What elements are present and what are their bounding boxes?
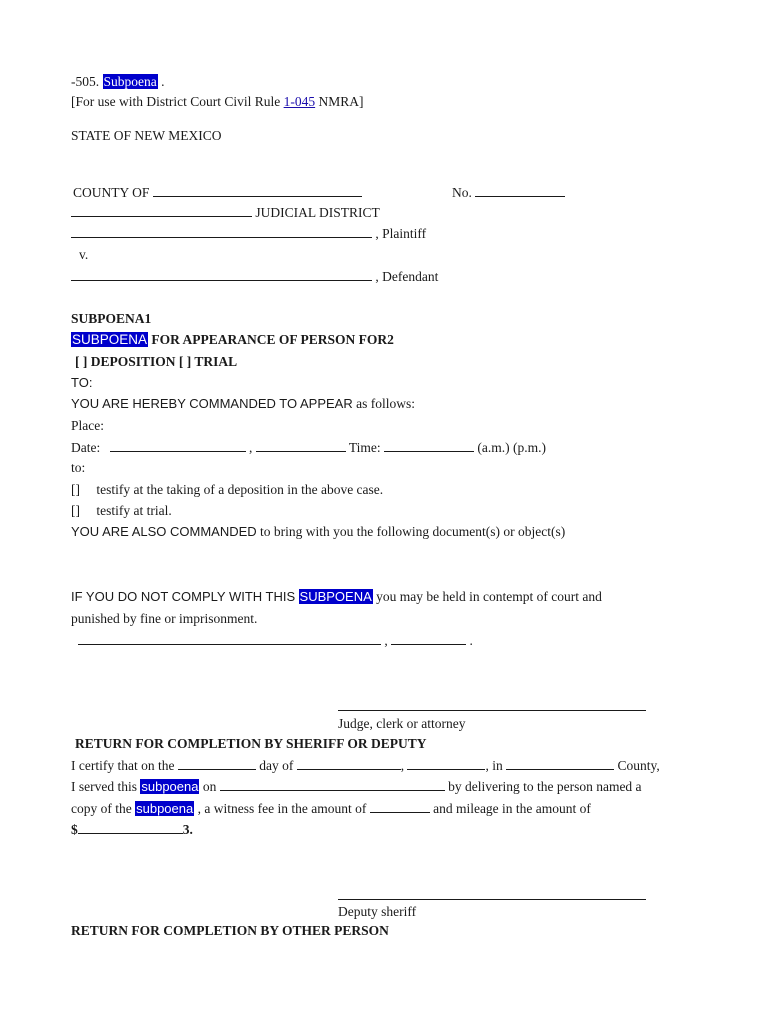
option-trial-text: testify at trial. bbox=[96, 503, 172, 518]
served-highlight: subpoena bbox=[141, 779, 199, 794]
witness-fee-text: , a witness fee in the amount of bbox=[197, 801, 367, 816]
deputy-signature-line[interactable] bbox=[338, 899, 646, 900]
commanded-line bbox=[71, 396, 415, 412]
option-trial bbox=[71, 503, 172, 519]
in-text: , in bbox=[485, 758, 503, 773]
date-time-line bbox=[71, 439, 546, 456]
option-deposition bbox=[71, 482, 383, 498]
option-trial-checkbox[interactable]: [] bbox=[71, 503, 80, 518]
certify-county-blank[interactable] bbox=[506, 757, 614, 770]
also-commanded-caps: YOU ARE ALSO COMMANDED bbox=[71, 524, 257, 539]
to-label: TO: bbox=[71, 375, 93, 390]
comply-highlight: SUBPOENA bbox=[299, 589, 372, 604]
certify-text: I certify that on the bbox=[71, 758, 175, 773]
mileage-line bbox=[71, 821, 193, 838]
deposition-trial-options[interactable]: [ ] DEPOSITION [ ] TRIAL bbox=[75, 354, 238, 369]
subheading-rest: FOR APPEARANCE OF PERSON FOR2 bbox=[151, 332, 394, 347]
mileage-text: and mileage in the amount of bbox=[433, 801, 591, 816]
versus: v. bbox=[79, 247, 89, 262]
defendant-blank[interactable] bbox=[71, 268, 372, 281]
use-note-prefix: [For use with District Court Civil Rule bbox=[71, 94, 281, 109]
certify-comma: , bbox=[400, 758, 405, 773]
return-sheriff-heading: RETURN FOR COMPLETION BY SHERIFF OR DEPUTY bbox=[75, 736, 427, 751]
case-number-label: No. bbox=[452, 185, 472, 200]
comply-line bbox=[71, 589, 602, 605]
rule-link[interactable]: 1-045 bbox=[283, 94, 316, 109]
subpoena-heading: SUBPOENA1 bbox=[71, 311, 152, 326]
county-text: County, bbox=[617, 758, 660, 773]
copy-line bbox=[71, 800, 591, 817]
certify-month-blank[interactable] bbox=[297, 757, 401, 770]
county-label: COUNTY OF bbox=[73, 185, 150, 200]
date-blank-2[interactable] bbox=[256, 439, 346, 452]
county-line bbox=[73, 184, 362, 201]
plaintiff-line bbox=[71, 225, 426, 242]
on-text: on bbox=[202, 779, 217, 794]
served-line bbox=[71, 778, 642, 795]
certify-day-blank[interactable] bbox=[178, 757, 256, 770]
certify-year-blank[interactable] bbox=[407, 757, 485, 770]
ampm-options[interactable]: (a.m.) (p.m.) bbox=[477, 440, 547, 455]
also-commanded-line bbox=[71, 524, 565, 540]
mileage-blank[interactable] bbox=[78, 821, 183, 834]
commanded-caps: YOU ARE HEREBY COMMANDED TO APPEAR bbox=[71, 396, 353, 411]
use-note-suffix: NMRA] bbox=[318, 94, 364, 109]
day-of-text: day of bbox=[259, 758, 294, 773]
certify-line bbox=[71, 757, 660, 774]
rule-suffix: . bbox=[161, 74, 165, 89]
issuance-comma: , bbox=[384, 633, 388, 648]
copy-highlight: subpoena bbox=[136, 801, 194, 816]
rule-header bbox=[71, 74, 165, 90]
dollar-sign: $ bbox=[71, 822, 78, 837]
use-note bbox=[71, 94, 364, 110]
rule-title-highlight: Subpoena bbox=[103, 74, 157, 89]
issuance-date-blank[interactable] bbox=[391, 632, 466, 645]
issuance-line bbox=[78, 632, 473, 649]
also-commanded-rest: to bring with you the following document(s) or object(s) bbox=[260, 524, 566, 539]
date-blank-1[interactable] bbox=[110, 439, 246, 452]
plaintiff-label: , Plaintiff bbox=[375, 226, 427, 241]
served-text: I served this bbox=[71, 779, 137, 794]
to-label-2: to: bbox=[71, 460, 86, 475]
state-name: STATE OF NEW MEXICO bbox=[71, 128, 222, 143]
judge-label: Judge, clerk or attorney bbox=[338, 716, 466, 731]
witness-fee-blank[interactable] bbox=[370, 800, 430, 813]
district-line bbox=[71, 204, 380, 221]
copy-of-text: copy of the bbox=[71, 801, 132, 816]
comply-caps: IF YOU DO NOT COMPLY WITH THIS bbox=[71, 589, 296, 604]
served-person-blank[interactable] bbox=[220, 778, 445, 791]
district-blank[interactable] bbox=[71, 204, 252, 217]
case-number-blank[interactable] bbox=[475, 184, 565, 197]
county-blank[interactable] bbox=[153, 184, 362, 197]
subpoena-subheading bbox=[71, 332, 394, 348]
district-label: JUDICIAL DISTRICT bbox=[255, 205, 380, 220]
time-label: Time: bbox=[348, 440, 381, 455]
time-blank[interactable] bbox=[384, 439, 474, 452]
delivering-text: by delivering to the person named a bbox=[448, 779, 642, 794]
subpoena-highlight: SUBPOENA bbox=[72, 332, 148, 347]
issuance-period: . bbox=[469, 633, 473, 648]
case-number-line bbox=[452, 184, 565, 201]
judge-signature-line[interactable] bbox=[338, 710, 646, 711]
option-deposition-text: testify at the taking of a deposition in the above case. bbox=[96, 482, 384, 497]
comply-rest: you may be held in contempt of court and bbox=[376, 589, 602, 604]
plaintiff-blank[interactable] bbox=[71, 225, 372, 238]
fee-note: 3. bbox=[182, 822, 193, 837]
option-deposition-checkbox[interactable]: [] bbox=[71, 482, 80, 497]
issuance-place-blank[interactable] bbox=[78, 632, 381, 645]
defendant-line bbox=[71, 268, 438, 285]
place-label: Place: bbox=[71, 418, 104, 433]
deputy-label: Deputy sheriff bbox=[338, 904, 417, 919]
date-label: Date: bbox=[71, 440, 101, 455]
return-other-heading: RETURN FOR COMPLETION BY OTHER PERSON bbox=[71, 923, 389, 938]
punished-line: punished by fine or imprisonment. bbox=[71, 611, 258, 626]
rule-number: -505. bbox=[71, 74, 100, 89]
defendant-label: , Defendant bbox=[375, 269, 439, 284]
date-comma: , bbox=[249, 440, 253, 455]
commanded-rest: as follows: bbox=[356, 396, 415, 411]
